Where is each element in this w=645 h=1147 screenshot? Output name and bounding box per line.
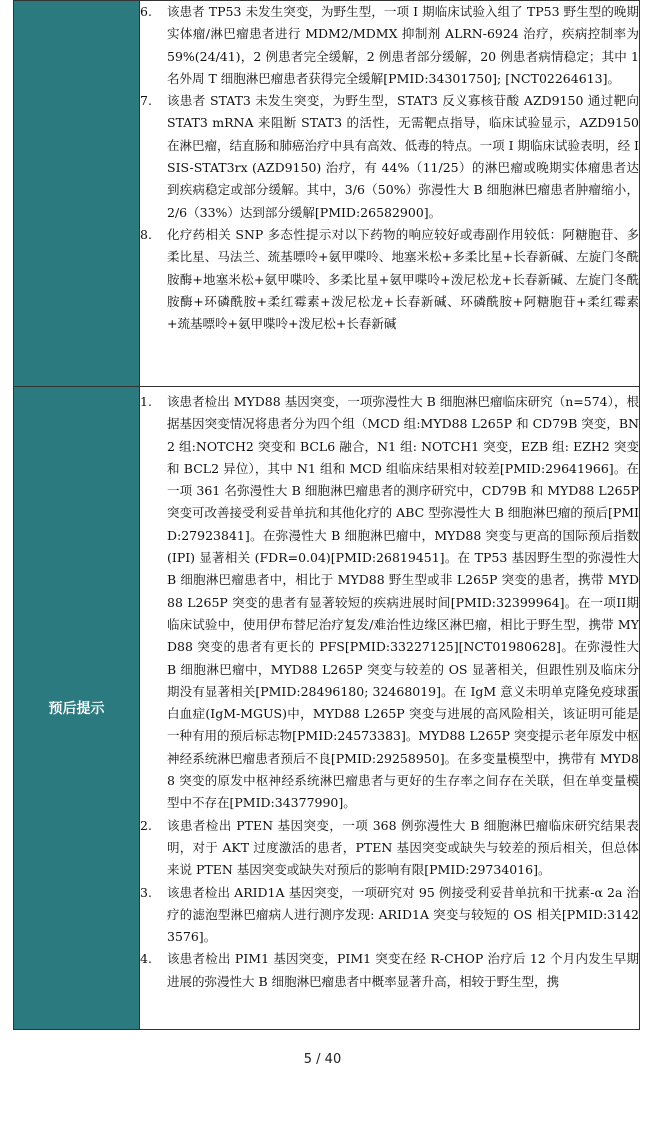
item-number: 7. (140, 93, 152, 109)
item-text: 该患者检出 MYD88 基因突变，一项弥漫性大 B 细胞淋巴瘤临床研究（n=574），根据基因突变情况将患者分为四个组（MCD 组:MYD88 L265P 和 CD79B 突变，BN2 组:NOTCH2 突变和 BCL6 融合，N1 组: NOTCH1 突变，EZB 组: EZH2 突变和 BCL2 异位），其中 N1 组和 MCD 组临床结果相对较差[PMID:29641966]。在一项 361 名弥漫性大 B 细胞淋巴瘤患者的测序研究中，CD79B 和 MYD88 L265P 突变可改善接受利妥昔单抗和其他化疗的 ABC 型弥漫性大 B 细胞淋巴瘤的预后[PMID:27923841]。在弥漫性大 B 细胞淋巴瘤中，MYD88 突变与更高的国际预后指数 (IPI) 显著相关 (FDR=0.04)[PMID:26819451]。在 TP53 基因野生型的弥漫性大 B 细胞淋巴瘤患者中，相比于 MYD88 野生型或非 L265P 突变的患者，携带 MYD88 L265P 突变的患者有显著较短的疾病进展时间[PMID:32399964]。在一项II期临床试验中，使用伊布替尼治疗复发/难治性边缘区淋巴瘤，相比于野生型，携带 MYD88 突变的患者有更长的 PFS[PMID:33227125][NCT01980628]。在弥漫性大 B 细胞淋巴瘤中，MYD88 L265P 突变与较差的 OS 显著相关，但跟性别及临床分期没有显著相关[PMID:28496180; 32468019]。在 IgM 意义未明单克隆免疫球蛋白血症(IgM-MGUS)中，MYD88 L265P 突变与进展的高风险相关，该证明可能是一种有用的预后标志物[PMID:24573383]。MYD88 L265P 突变提示老年原发中枢神经系统淋巴瘤患者预后不良[PMID:29258950]。在多变量模型中，携带有 MYD88 突变的原发中枢神经系统淋巴瘤患者与更好的生存率之间存在关联，但在单变量模型中不存在[PMID:34377990]。 (167, 394, 639, 811)
table-row (14, 1, 640, 387)
page-number: 5 / 40 (303, 1052, 342, 1067)
table-row (14, 387, 640, 1030)
list-item (140, 1, 639, 90)
list-item (140, 90, 639, 224)
item-text: 化疗药相关 SNP 多态性提示对以下药物的响应较好或毒副作用较低：阿糖胞苷、多柔比星、马法兰、巯基嘌呤+氨甲喋呤、地塞米松+多柔比星+长春新碱、左旋门冬酰胺酶+地塞米松+氨甲喋呤、多柔比星+氨甲喋呤+泼尼松龙+长春新碱、左旋门冬酰胺酶+环磷酰胺+柔红霉素+泼尼松龙+长春新碱、环磷酰胺+阿糖胞苷+柔红霉素+巯基嘌呤+氨甲喋呤+泼尼松+长春新碱 (167, 226, 639, 332)
item-text: 该患者 STAT3 未发生突变，为野生型，STAT3 反义寡核苷酸 AZD9150 通过靶向 STAT3 mRNA 来阻断 STAT3 的活性，无需靶点指导，临床试验显示，AZD9150 在淋巴瘤，结直肠和肺癌治疗中具有高效、低毒的特点。一项 I 期临床试验表明，经 ISIS-STAT3rx (AZD9150) 治疗，有 44%（11/25）的淋巴瘤或晚期实体瘤患者达到疾病稳定或部分缓解。其中，3/6（50%）弥漫性大 B 细胞淋巴瘤患者肿瘤缩小，2/6（33%）达到部分缓解[PMID:26582900]。 (167, 93, 639, 220)
item-text: 该患者 TP53 未发生突变，为野生型，一项 I 期临床试验入组了 TP53 野生型的晚期实体瘤/淋巴瘤患者进行 MDM2/MDMX 抑制剂 ALRN-6924 治疗，疾病控制率为 59%(24/41)，2 例患者完全缓解，2 例患者部分缓解，20 例患者病情稳定；其中 1 名外周 T 细胞淋巴瘤患者获得完全缓解[PMID:34301750]; [NCT02264613]。 (167, 4, 639, 86)
list-item (140, 815, 639, 882)
list-item (140, 948, 639, 993)
list-item (140, 224, 639, 335)
item-number: 3. (140, 884, 152, 900)
list-item (140, 391, 639, 815)
item-number: 1. (140, 394, 152, 409)
item-number: 8. (140, 226, 152, 242)
list-item (140, 882, 639, 949)
prognosis-label: 预后提示 (14, 387, 140, 1030)
report-table (13, 0, 640, 1030)
section-label-cell (14, 1, 140, 387)
item-text: 该患者检出 PTEN 基因突变，一项 368 例弥漫性大 B 细胞淋巴瘤临床研究结果表明，对于 AKT 过度激活的患者，PTEN 基因突变或缺失与较差的预后相关，但总体来说 PTEN 基因突变或缺失对预后的影响有限[PMID:29734016]。 (167, 817, 639, 878)
item-number: 4. (140, 951, 152, 967)
section-content (140, 1, 640, 387)
item-list (140, 391, 639, 993)
item-text: 该患者检出 PIM1 基因突变，PIM1 突变在经 R-CHOP 治疗后 12 个月内发生早期进展的弥漫性大 B 细胞淋巴瘤患者中概率显著升高，相较于野生型，携 (167, 951, 639, 989)
item-text: 该患者检出 ARID1A 基因突变，一项研究对 95 例接受利妥昔单抗和干扰素-α 2a 治疗的滤泡型淋巴瘤病人进行测序发现: ARID1A 突变与较短的 OS 相关[PMID:31423576]。 (167, 884, 639, 945)
item-number: 6. (140, 4, 152, 19)
prognosis-content (140, 387, 640, 1030)
item-number: 2. (140, 817, 152, 833)
item-list (140, 1, 639, 335)
